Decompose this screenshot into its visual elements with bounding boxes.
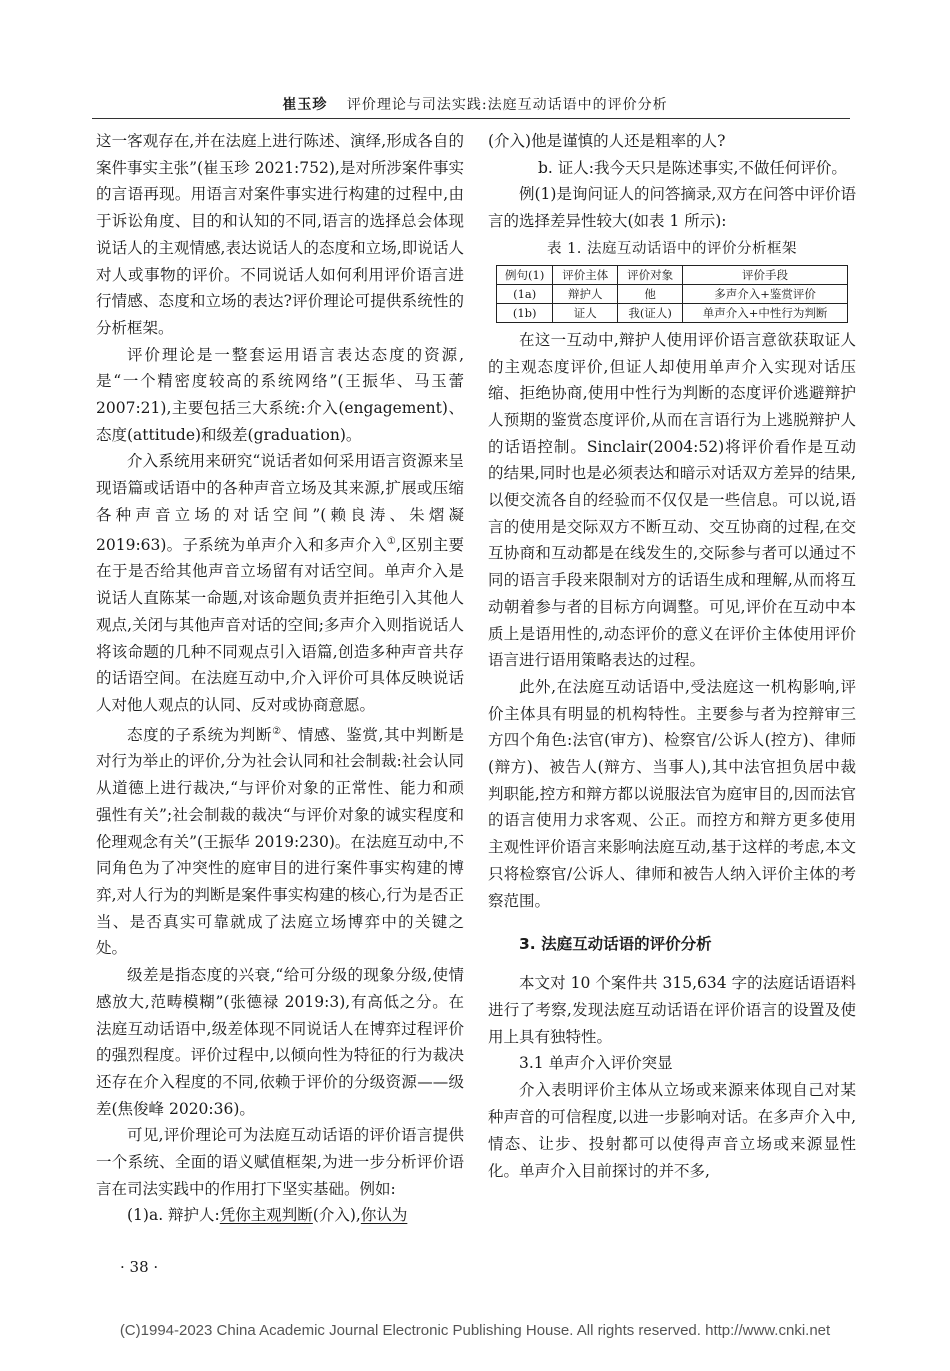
footnote-marker[interactable]: ① [386,535,397,547]
table-cell: 我(证人) [618,303,683,322]
paragraph: 评价理论是一整套运用语言表达态度的资源,是“一个精密度较高的系统网络”(王振华、马玉蕾 2007:21),主要包括三大系统:介入(engagement)、态度(attitude)和级差(graduation)。 [96,345,464,444]
subsection-title: 3.1 单声介入评价突显 [519,1054,673,1073]
example-1a [96,1202,464,1229]
table-header-row [497,265,848,284]
text-span: ,区别主要在于是否给其他声音立场留有对话空间。单声介入是说话人直陈某一命题,对该命题负责并拒绝引入其他人观点,关闭与其他声音对话的空间;多声介入则指说话人将该命题的几种不同观点引入语篇,创造多种声音共存的话语空间。在法庭互动中,介入评价可具体反映说话人对他人观点的认同、反对或协商意愿。 [96,535,464,714]
table-cell: 单声介入+中性行为判断 [683,303,848,322]
text-span: 态度的子系统为判断 [127,725,273,744]
paragraph: 级差是指态度的兴衰,“给可分级的现象分级,使情感放大,范畴模糊”(张德禄 2019:3),有高低之分。在法庭互动话语中,级差体现不同说话人在博弈过程评价的强烈程度。评价过程中,以倾向性为特征的行为裁决还存在介入程度的不同,依赖于评价的分级资源——级差(焦俊峰 2020:36)。 [96,966,464,1118]
table-cell: (1b) [497,303,553,322]
table-caption: 表 1. 法庭互动话语中的评价分析框架 [546,240,798,257]
table-row [497,284,848,303]
paragraph: 这一客观存在,并在法庭上进行陈述、演绎,形成各自的案件事实主张”(崔玉珍 2021:752),是对所涉案件事实的言语再现。用语言对案件事实进行构建的过程中,由于诉讼角度、目的和认知的不同,语言的选择总会体现说话人的主观情感,表达说话人的态度和立场,即说话人对人或事物的评价。不同说话人如何利用评价语言进行情感、态度和立场的表达?评价理论可提供系统性的分析框架。 [96,132,464,337]
header-title: 评价理论与司法实践:法庭互动话语中的评价分析 [346,97,668,113]
text-span: 、情感、鉴赏,其中判断是对行为举止的评价,分为社会认同和社会制裁:社会认同从道德上进行裁决,“与评价对象的正常性、能力和顽强性有关”;社会制裁的裁决“与评价对象的诚实程度和伦理观念有关”(王振华 2019:230)。在法庭互动中,不同角色为了冲突性的庭审目的进行案件事实构建的博弈,对人行为的判断是案件事实构建的核心,行为是否正当、是否真实可靠就成了法庭立场博弈中的关键之处。 [96,725,464,958]
copyright-footer: (C)1994-2023 China Academic Journal Electronic Publishing House. All rights reserved. http://www.cnki.net [119,1322,831,1339]
table-header-cell: 例句(1) [497,265,553,284]
example-mid: (介入), [312,1206,361,1225]
left-column [96,128,464,1229]
footnote-marker[interactable]: ② [272,725,282,737]
table-header-cell: 评价主体 [553,265,618,284]
example-1a-cont: (介入)他是谨慎的人还是粗率的人? [488,132,726,150]
analysis-table [496,265,848,323]
running-header [0,94,950,114]
paragraph: 可见,评价理论可为法庭互动话语的评价语言提供一个系统、全面的语义赋值框架,为进一步分析评价语言在司法实践中的作用打下坚实基础。例如: [96,1126,464,1198]
right-column [488,128,856,1184]
table-row [497,303,848,322]
text-span: 介入系统用来研究“说话者如何采用语言资源来呈现语篇或话语中的各种声音立场及其来源,扩展或压缩各种声音立场的对话空间”(赖良涛、朱熠凝 2019:63)。子系统为单声介入和多声介入 [96,452,464,554]
example-underlined: 凭你主观判断 [219,1206,313,1225]
paragraph [96,448,464,718]
table-cell: (1a) [497,284,553,303]
header-rule [92,118,850,119]
example-underlined: 你认为 [360,1206,408,1225]
header-author: 崔玉珍 [282,97,328,113]
paragraph: 介入表明评价主体从立场或来源来体现自己对某种声音的可信程度,以进一步影响对话。在多声介入中,情态、让步、投射都可以使得声音立场或来源显性化。单声介入目前探讨的并不多, [488,1081,856,1180]
page-number: · 38 · [120,1258,159,1276]
paragraph: 例(1)是询问证人的问答摘录,双方在问答中评价语言的选择差异性较大(如表 1 所示): [488,185,856,231]
paragraph: 本文对 10 个案件共 315,634 字的法庭话语语料进行了考察,发现法庭互动话语在评价语言的设置及使用上具有独特性。 [488,974,856,1046]
table-cell: 他 [618,284,683,303]
table-cell: 辩护人 [553,284,618,303]
paragraph [96,719,464,962]
table-cell: 证人 [553,303,618,322]
section-title: 3. 法庭互动话语的评价分析 [519,935,712,954]
example-prefix: (1)a. 辩护人: [127,1206,220,1225]
table-cell: 多声介入+鉴赏评价 [683,284,848,303]
paragraph: 在这一互动中,辩护人使用评价语言意欲获取证人的主观态度评价,但证人却使用单声介入实现对话压缩、拒绝协商,使用中性行为判断的态度评价逃避辩护人预期的鉴赏态度评价,从而在言语行为上逃脱辩护人的话语控制。Sinclair(2004:52)将评价看作是互动的结果,同时也是必须表达和暗示对话双方差异的结果,以便交流各自的经验而不仅仅是一些信息。可以说,语言的使用是交际双方不断互动、交互协商的过程,在交互协商和互动都是在线发生的,交际参与者可以通过不同的语言手段来限制对方的话语生成和理解,从而将互动朝着参与者的目标方向调整。可见,评价在互动中本质上是语用性的,动态评价的意义在评价主体使用评价语言进行语用策略表达的过程。 [488,330,856,670]
table-header-cell: 评价手段 [683,265,848,284]
table-header-cell: 评价对象 [618,265,683,284]
example-1b: b. 证人:我今天只是陈述事实,不做任何评价。 [538,158,847,177]
paragraph: 此外,在法庭互动话语中,受法庭这一机构影响,评价主体具有明显的机构特性。主要参与者为控辩审三方四个角色:法官(审方)、检察官/公诉人(控方)、律师(辩方)、被告人(辩方、当事人),其中法官担负居中裁判职能,控方和辩方都以说服法官为庭审目的,因而法官的语言使用力求客观、公正。而控方和辩方更多使用主观性评价语言来影响法庭互动,基于这样的考虑,本文只将检察官/公诉人、律师和被告人纳入评价主体的考察范围。 [488,677,856,910]
